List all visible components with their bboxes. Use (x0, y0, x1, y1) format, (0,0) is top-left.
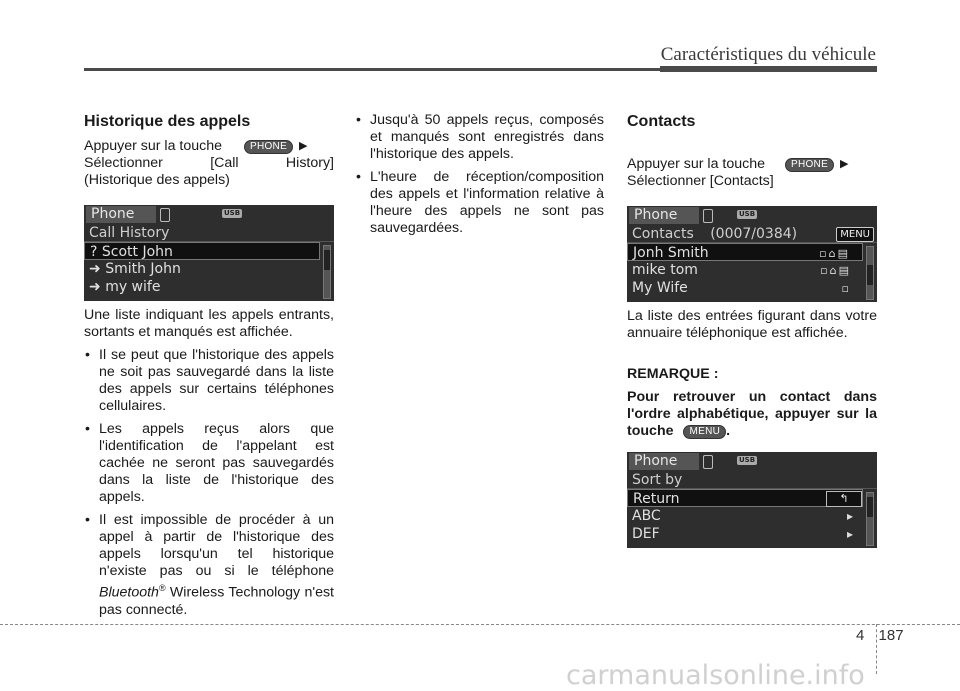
left-column (84, 112, 334, 619)
screen-title: Call History (84, 224, 334, 242)
contact-name: mike tom (632, 262, 698, 278)
bluetooth-icon (703, 455, 713, 469)
outgoing-call-icon: ➜ (89, 279, 101, 295)
screen-tab-phone: Phone (629, 453, 699, 470)
note-period: . (726, 423, 731, 439)
contact-count: (0007/0384) (710, 226, 798, 242)
note-body: Pour retrouver un contact dans l'ordre alphabétique, appuyer sur la touche (627, 389, 877, 439)
screen-tab-phone: Phone (86, 206, 156, 223)
menu-key-badge: MENU (683, 425, 726, 439)
phone-key-badge: PHONE (244, 140, 293, 154)
call-row-name: my wife (105, 279, 161, 295)
phone-type-icons: ▫⌂▤ (820, 264, 851, 277)
scrollbar (323, 245, 331, 299)
contacts-instruction (627, 156, 877, 173)
phone-type-icons: ▫⌂▤ (819, 247, 850, 260)
call-row-name: Scott John (101, 244, 173, 260)
instruction-line-3: (Historique des appels) (84, 172, 230, 188)
sort-option-label: Return (633, 491, 680, 507)
contact-row-3 (627, 279, 877, 297)
return-icon: ↰ (826, 491, 862, 507)
call-history-screen (84, 205, 334, 301)
usb-icon: USB (739, 456, 756, 464)
sort-by-screen (627, 452, 877, 548)
chevron-right-icon: ▸ (846, 527, 853, 541)
contact-row-2 (627, 261, 877, 279)
bullet-text-end: Wireless Technology n'est pas connecté. (99, 584, 334, 618)
call-history-instruction (84, 138, 334, 155)
note-text (627, 389, 877, 440)
chapter-title: Caractéristiques du véhicule (660, 44, 876, 65)
scrollbar-thumb (867, 497, 873, 517)
note-bullet-5: • L'heure de réception/composition des appels et l'information relative à l'heure des appels ne sont pas sauvegardées. (355, 169, 604, 237)
phone-key-badge: PHONE (785, 158, 834, 172)
section-heading-contacts: Contacts (627, 113, 696, 130)
header-accent-bar (660, 66, 877, 72)
call-list-description: Une liste indiquant les appels entrants, sortants et manqués est affichée. (84, 307, 334, 340)
scrollbar (866, 492, 874, 546)
sort-option-label: ABC (632, 508, 661, 524)
call-row-3 (84, 278, 334, 296)
sort-row-abc (627, 507, 877, 525)
section-heading-call-history: Historique des appels (84, 113, 251, 130)
usb-icon: USB (224, 209, 241, 217)
chevron-right-icon: ▸ (846, 509, 853, 523)
bluetooth-brand-text: Bluetooth (99, 584, 159, 601)
middle-column (355, 112, 604, 237)
call-row-2 (84, 260, 334, 278)
screen-tab-phone: Phone (629, 207, 699, 224)
contacts-screen (627, 206, 877, 302)
instruction-text: Appuyer sur la touche (627, 156, 766, 172)
screen-title-row (627, 225, 877, 243)
contact-name: My Wife (632, 280, 688, 296)
outgoing-call-icon: ➜ (89, 261, 101, 277)
contact-name: Jonh Smith (633, 245, 709, 261)
bluetooth-icon (703, 209, 713, 223)
usb-icon: USB (739, 210, 756, 218)
note-bullet-2: • Les appels reçus alors que l'identification de l'appelant est cachée ne seront pas sauvegardés dans la liste de l'historique des appels. (84, 421, 334, 506)
page-number-value: 187 (878, 627, 904, 644)
instruction-text: Appuyer sur la touche (84, 138, 223, 154)
page-number (856, 627, 904, 644)
instruction-line-2: Sélectionner [Call History] (84, 155, 334, 171)
arrow-right-icon: ▶ (840, 158, 849, 170)
call-row-name: Smith John (105, 261, 181, 277)
call-row-1 (84, 242, 320, 260)
scrollbar-thumb (324, 250, 330, 270)
contacts-description: La liste des entrées figurant dans votre annuaire téléphonique est affichée. (627, 308, 877, 341)
right-column (627, 112, 877, 548)
menu-key-badge: MENU (836, 227, 874, 242)
scrollbar-thumb (867, 265, 873, 285)
screen-status-bar (627, 206, 877, 225)
screen-status-bar (84, 205, 334, 224)
contacts-instruction-line-2: Sélectionner [Contacts] (627, 173, 774, 189)
sort-option-label: DEF (632, 526, 660, 542)
scrollbar (866, 246, 874, 300)
note-bullet-1: • Il se peut que l'historique des appels ne soit pas sauvegardé dans la liste des appels sur certains téléphones cellulaires. (84, 347, 334, 415)
bluetooth-icon (160, 208, 170, 222)
sort-row-return (627, 489, 863, 507)
footer-divider (0, 624, 960, 625)
watermark: carmanualsonline.info (566, 660, 865, 691)
sort-row-def (627, 525, 877, 543)
contact-row-1 (627, 243, 863, 261)
bullet-text: Il est impossible de procéder à un appel à partir de l'historique des appels lorsqu'un tel historique n'existe pas ou si le téléphone (99, 512, 334, 579)
note-bullet-3 (84, 512, 334, 619)
screen-title: Sort by (627, 471, 877, 489)
note-title: REMARQUE : (627, 366, 719, 382)
phone-type-icons: ▫ (841, 282, 851, 295)
screen-title: Contacts (632, 226, 694, 242)
screen-status-bar (627, 452, 877, 471)
chapter-number: 4 (856, 627, 865, 644)
arrow-right-icon: ▶ (299, 140, 308, 152)
note-bullet-4: • Jusqu'à 50 appels reçus, composés et manqués sont enregistrés dans l'historique des appels. (355, 112, 604, 163)
missed-call-icon: ? (90, 244, 98, 260)
registered-mark: ® (158, 583, 166, 593)
